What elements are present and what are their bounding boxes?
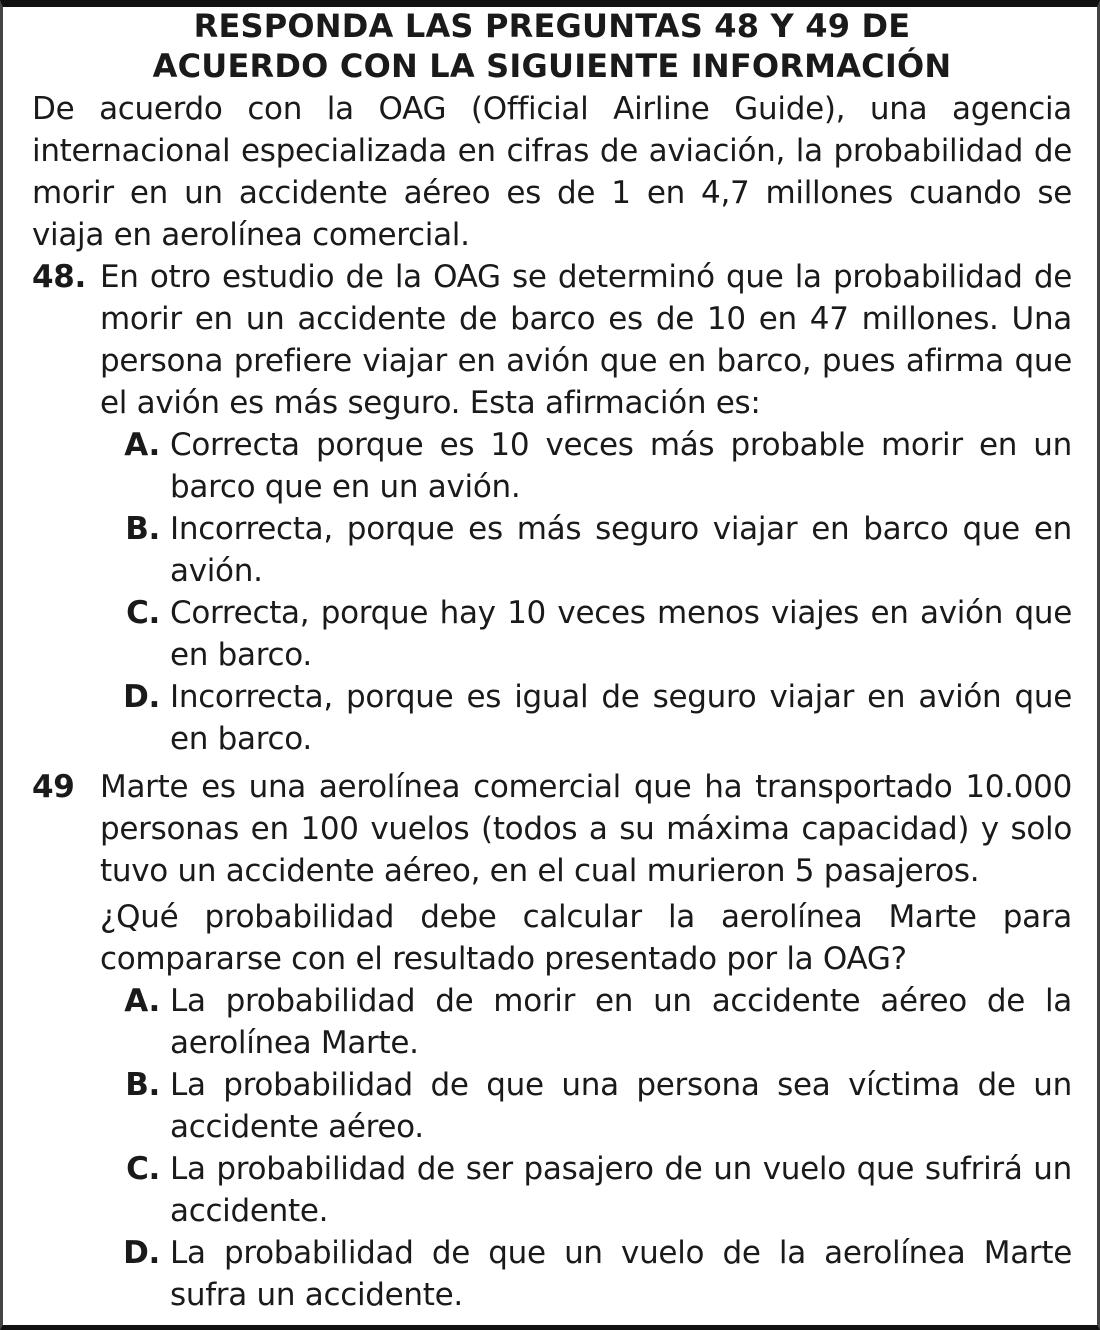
question-49-options	[100, 980, 1072, 1316]
question-48	[32, 256, 1072, 424]
option-text: La probabilidad de que un vuelo de la aerolínea Marte sufra un accidente.	[170, 1235, 1072, 1313]
option-text: Incorrecta, porque es más seguro viajar en barco que en avión.	[170, 511, 1072, 589]
question-49	[32, 766, 1072, 892]
option-letter: B.	[125, 511, 160, 547]
question-48-options	[100, 424, 1072, 760]
question-text: En otro estudio de la OAG se determinó que la probabilidad de morir en un accidente de barco es de 10 en 47 millones. Una persona prefiere viajar en avión que en barco, pues afirma que el avión es más seguro. Esta afirmación es:	[100, 259, 1072, 421]
option-letter: D.	[123, 1235, 160, 1271]
question-prompt: ¿Qué probabilidad debe calcular la aerolínea Marte para compararse con el resultado presentado por la OAG?	[100, 899, 1072, 977]
option-letter: A.	[124, 427, 160, 463]
question-number: 48.	[32, 259, 87, 295]
option-letter: A.	[124, 983, 160, 1019]
option-48-b[interactable]	[100, 508, 1072, 592]
option-letter: C.	[126, 1151, 160, 1187]
option-48-c[interactable]	[100, 592, 1072, 676]
option-48-d[interactable]	[100, 676, 1072, 760]
option-letter: B.	[125, 1067, 160, 1103]
option-49-b[interactable]	[100, 1064, 1072, 1148]
option-49-a[interactable]	[100, 980, 1072, 1064]
question-number: 49	[32, 769, 75, 805]
header-line-1: RESPONDA LAS PREGUNTAS 48 Y 49 DE	[193, 7, 911, 45]
option-48-a[interactable]	[100, 424, 1072, 508]
intro-paragraph: De acuerdo con la OAG (Official Airline Guide), una agencia internacional especializada en cifras de aviación, la probabilidad de morir en un accidente aéreo es de 1 en 4,7 millones cuando se viaja en aerolínea comercial.	[32, 91, 1072, 253]
header-line-2: ACUERDO CON LA SIGUIENTE INFORMACIÓN	[152, 47, 952, 85]
option-letter: D.	[123, 679, 160, 715]
option-49-d[interactable]	[100, 1232, 1072, 1316]
option-letter: C.	[126, 595, 160, 631]
question-text: Marte es una aerolínea comercial que ha transportado 10.000 personas en 100 vuelos (todos a su máxima capacidad) y solo tuvo un accidente aéreo, en el cual murieron 5 pasajeros.	[100, 769, 1072, 889]
question-49-prompt	[32, 896, 1072, 980]
document-page	[32, 6, 1072, 1316]
option-text: La probabilidad de que una persona sea víctima de un accidente aéreo.	[170, 1067, 1072, 1145]
section-header	[32, 6, 1072, 86]
option-text: Incorrecta, porque es igual de seguro viajar en avión que en barco.	[170, 679, 1072, 757]
option-text: Correcta, porque hay 10 veces menos viajes en avión que en barco.	[170, 595, 1072, 673]
option-text: La probabilidad de morir en un accidente aéreo de la aerolínea Marte.	[170, 983, 1072, 1061]
option-text: Correcta porque es 10 veces más probable morir en un barco que en un avión.	[170, 427, 1072, 505]
option-text: La probabilidad de ser pasajero de un vuelo que sufrirá un accidente.	[170, 1151, 1072, 1229]
option-49-c[interactable]	[100, 1148, 1072, 1232]
